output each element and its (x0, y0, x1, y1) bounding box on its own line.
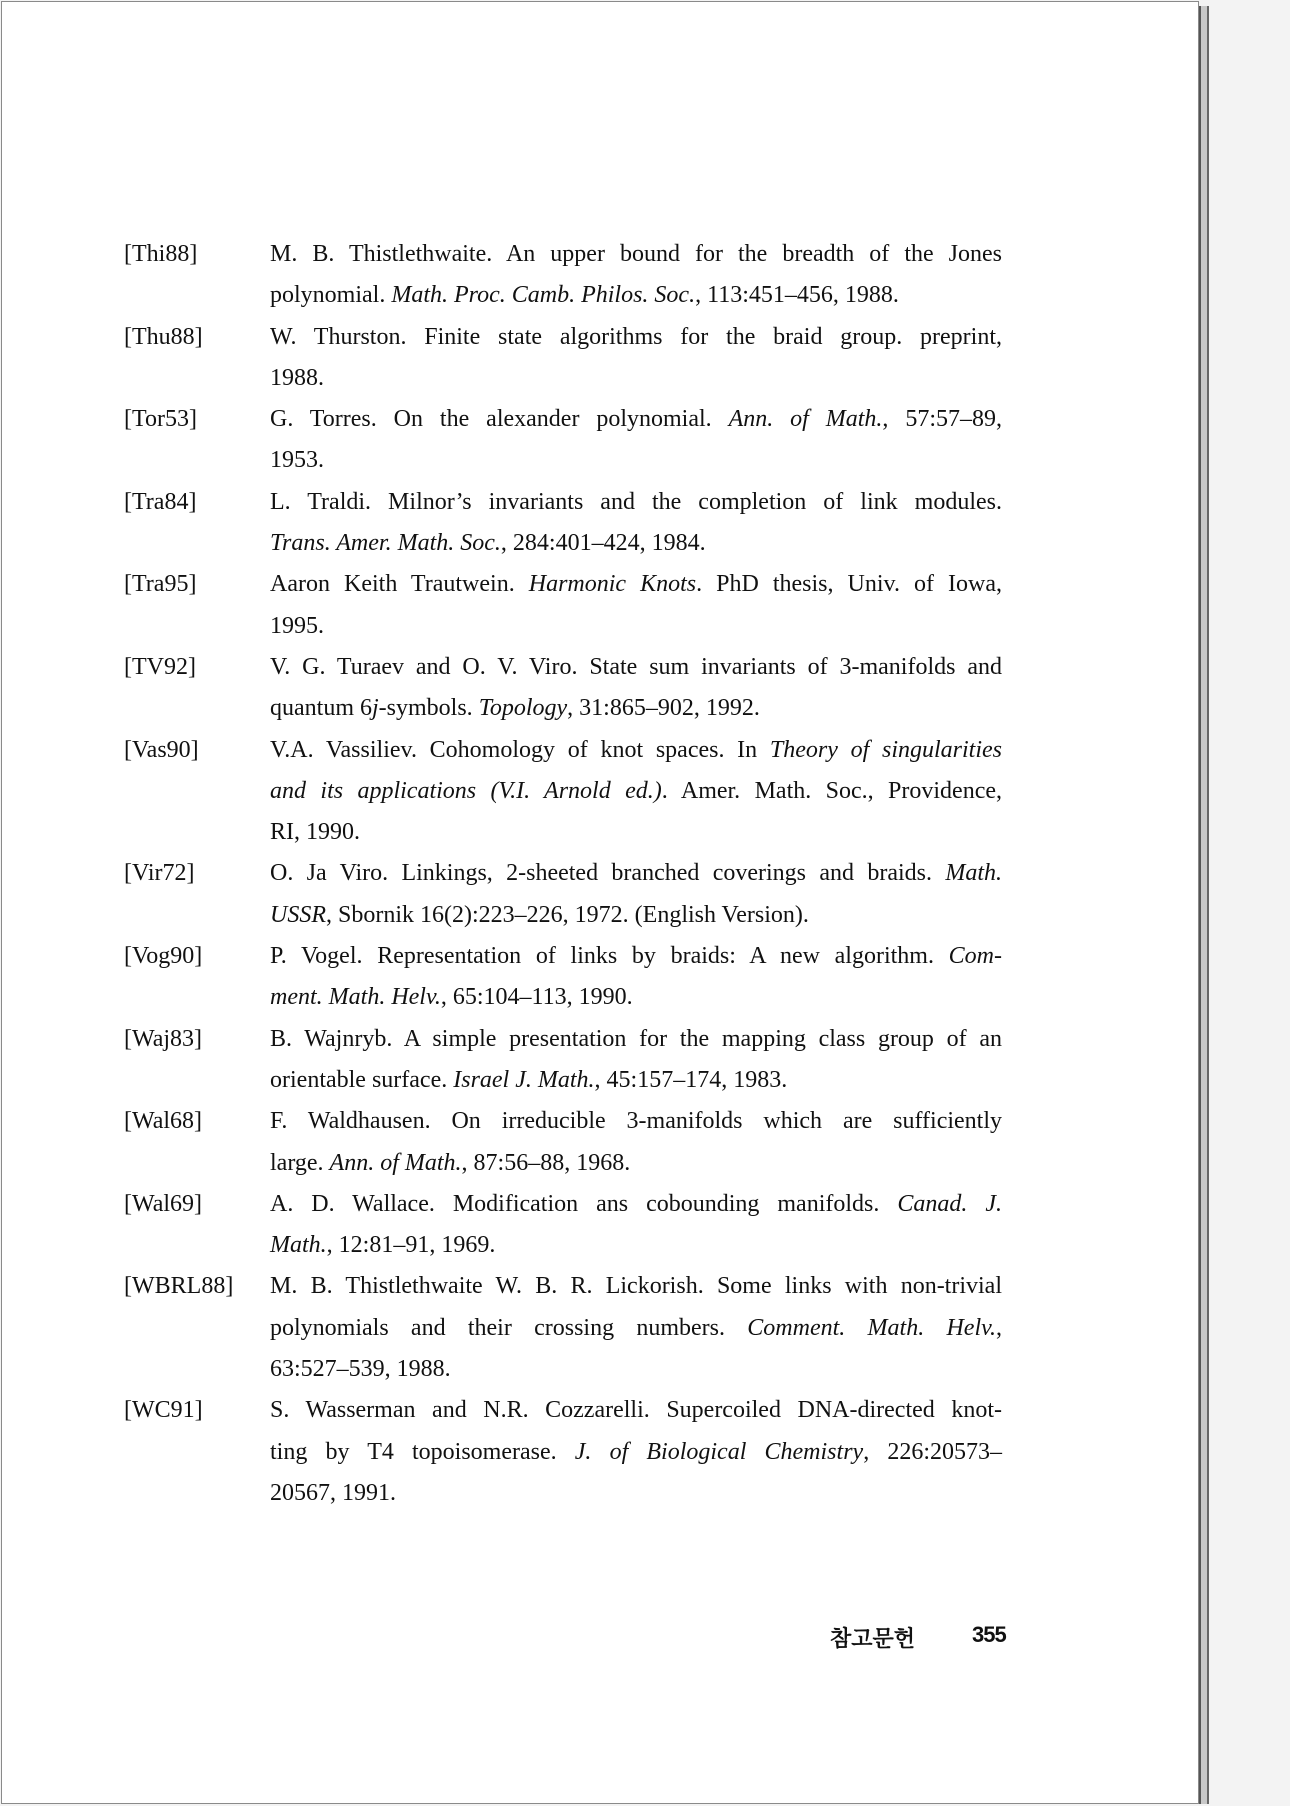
text-run: P. Vogel. Representation of links by braids: A new algorithm. (270, 943, 949, 970)
text-run: ting by T4 topoisomerase. (270, 1438, 575, 1465)
reference-label: [Thi88] (124, 241, 198, 267)
reference-line (270, 1101, 1002, 1142)
reference-text (270, 317, 1002, 400)
text-run: , Sbornik 16(2):223–226, 1972. (English Version). (326, 901, 809, 928)
italic-text: Ann. of Math. (329, 1149, 462, 1176)
italic-text: Trans. Amer. Math. Soc. (270, 530, 501, 557)
text-run: M. B. Thistlethwaite. An upper bound for the breadth of the Jones (270, 241, 1002, 267)
reference-line (270, 1060, 1002, 1101)
text-run: 1988. (270, 364, 324, 391)
reference-entry (2, 482, 1202, 565)
italic-text: j (372, 695, 379, 722)
text-run: A. D. Wallace. Modification ans cobounding manifolds. (270, 1190, 898, 1217)
reference-line (270, 1308, 1002, 1349)
text-run: 1953. (270, 447, 324, 474)
reference-line (270, 647, 1002, 688)
reference-text (270, 1019, 1002, 1102)
reference-line (270, 1473, 1002, 1514)
page-number: 355 (972, 1622, 1006, 1647)
reference-label: [Tor53] (124, 406, 197, 433)
italic-text: Topology (478, 695, 568, 722)
reference-line (270, 812, 1002, 853)
text-run: W. Thurston. Finite state algorithms for the braid group. preprint, (270, 323, 1002, 350)
text-run: , 65:104–113, 1990. (440, 984, 633, 1011)
text-run: G. Torres. On the alexander polynomial. (270, 406, 729, 433)
text-run: -symbols. (378, 695, 479, 722)
reference-line (270, 936, 1002, 977)
reference-label: [Thu88] (124, 323, 203, 350)
reference-entry (2, 317, 1202, 400)
text-run: F. Waldhausen. On irreducible 3-manifolds which are sufficiently (270, 1108, 1002, 1135)
reference-entry (2, 730, 1202, 854)
text-run: large. (270, 1149, 330, 1176)
italic-text: Ann. of Math. (728, 406, 883, 433)
text-run: , 57:57–89, (882, 406, 1003, 433)
text-run: Aaron Keith Trautwein. (270, 571, 529, 598)
reference-label: [Wal69] (124, 1190, 203, 1217)
text-run: 1995. (270, 612, 324, 639)
reference-entry (2, 853, 1202, 936)
text-run: , 45:157–174, 1983. (594, 1066, 788, 1093)
reference-entry (2, 1019, 1202, 1102)
reference-line (270, 399, 1002, 440)
reference-line (270, 1184, 1002, 1225)
text-run: , 113:451–456, 1988. (695, 282, 899, 309)
reference-line (270, 1266, 1002, 1307)
reference-line (270, 1143, 1002, 1184)
reference-text (270, 730, 1002, 854)
reference-line (270, 482, 1002, 523)
reference-entry (2, 1101, 1202, 1184)
text-run: B. Wajnryb. A simple presentation for the mapping class group of an (270, 1025, 1002, 1052)
reference-label: [Tra84] (124, 488, 197, 515)
reference-label: [WBRL88] (124, 1273, 234, 1300)
reference-text (270, 853, 1002, 936)
reference-label: [WC91] (124, 1397, 203, 1424)
reference-line (270, 358, 1002, 399)
reference-label: [Vir72] (124, 860, 195, 887)
reference-line (270, 234, 1002, 275)
reference-entry (2, 1390, 1202, 1514)
reference-entry (2, 234, 1202, 317)
reference-line (270, 730, 1002, 771)
reference-label: [Waj83] (124, 1025, 203, 1052)
text-run: , 284:401–424, 1984. (500, 530, 706, 557)
reference-line (270, 606, 1002, 647)
reference-text (270, 1184, 1002, 1267)
reference-entry (2, 564, 1202, 647)
reference-text (270, 647, 1002, 730)
italic-text: ment. Math. Helv. (270, 984, 441, 1011)
text-run: RI, 1990. (270, 819, 360, 846)
reference-line (270, 895, 1002, 936)
reference-line (270, 688, 1002, 729)
italic-text: Math. (945, 860, 1002, 887)
reference-line (270, 564, 1002, 605)
italic-text: Comment. Math. Helv. (747, 1314, 996, 1341)
italic-text: and its applications (V.I. Arnold ed.) (270, 777, 662, 804)
text-run: L. Traldi. Milnor’s invariants and the completion of link modules. (270, 488, 1002, 515)
reference-text (270, 564, 1002, 647)
reference-line (270, 275, 1002, 316)
text-run: , 226:20573– (863, 1438, 1002, 1465)
italic-text: Com- (948, 943, 1002, 970)
page-shadow (1199, 6, 1209, 1804)
reference-entry (2, 936, 1202, 1019)
reference-line (270, 1019, 1002, 1060)
reference-line (270, 977, 1002, 1018)
text-run: O. Ja Viro. Linkings, 2-sheeted branched coverings and braids. (270, 860, 946, 887)
reference-line (270, 1432, 1002, 1473)
reference-text (270, 1390, 1002, 1514)
text-run: M. B. Thistlethwaite W. B. R. Lickorish. Some links with non-trivial (270, 1273, 1002, 1300)
reference-label: [Wal68] (124, 1108, 203, 1135)
text-run: 63:527–539, 1988. (270, 1356, 451, 1383)
text-run: , 12:81–91, 1969. (326, 1232, 496, 1259)
reference-entry (2, 1184, 1202, 1267)
text-run: , (996, 1314, 1002, 1341)
reference-line (270, 771, 1002, 812)
reference-text (270, 482, 1002, 565)
document-page (1, 1, 1199, 1804)
reference-entry (2, 647, 1202, 730)
italic-text: Math. Proc. Camb. Philos. Soc. (391, 282, 696, 309)
reference-label: [Vog90] (124, 943, 203, 970)
text-run: V. G. Turaev and O. V. Viro. State sum invariants of 3-manifolds and (270, 653, 1002, 680)
reference-line (270, 317, 1002, 358)
italic-text: Math. (270, 1232, 327, 1259)
reference-line (270, 523, 1002, 564)
reference-text (270, 1266, 1002, 1390)
reference-list (2, 234, 1202, 1514)
text-run: quantum 6 (270, 695, 372, 722)
italic-text: Harmonic Knots (528, 571, 697, 598)
text-run: polynomials and their crossing numbers. (270, 1314, 748, 1341)
reference-line (270, 853, 1002, 894)
reference-text (270, 399, 1002, 482)
italic-text: USSR (270, 901, 326, 928)
reference-label: [TV92] (124, 653, 196, 680)
text-run: polynomial. (270, 282, 392, 309)
text-run: orientable surface. (270, 1066, 454, 1093)
reference-entry (2, 399, 1202, 482)
text-run: 20567, 1991. (270, 1479, 396, 1506)
reference-line (270, 440, 1002, 481)
reference-text (270, 936, 1002, 1019)
text-run: S. Wasserman and N.R. Cozzarelli. Supercoiled DNA-directed knot- (270, 1397, 1002, 1424)
italic-text: Israel J. Math. (453, 1066, 595, 1093)
text-run: V.A. Vassiliev. Cohomology of knot spaces. In (270, 736, 770, 763)
reference-text (270, 1101, 1002, 1184)
page-footer (830, 1622, 1006, 1653)
reference-line (270, 1349, 1002, 1390)
running-footer-section: 참고문헌 (830, 1627, 916, 1652)
text-run: . PhD thesis, Univ. of Iowa, (696, 571, 1002, 598)
reference-label: [Vas90] (124, 736, 199, 763)
italic-text: J. of Biological Chemistry (574, 1438, 864, 1465)
italic-text: Canad. J. (897, 1190, 1002, 1217)
text-run: . Amer. Math. Soc., Providence, (661, 777, 1002, 804)
reference-label: [Tra95] (124, 571, 197, 598)
italic-text: Theory of singularities (769, 736, 1002, 763)
reference-text (270, 234, 1002, 317)
reference-entry (2, 1266, 1202, 1390)
text-run: , 31:865–902, 1992. (567, 695, 760, 722)
reference-line (270, 1390, 1002, 1431)
text-run: , 87:56–88, 1968. (461, 1149, 631, 1176)
reference-line (270, 1225, 1002, 1266)
